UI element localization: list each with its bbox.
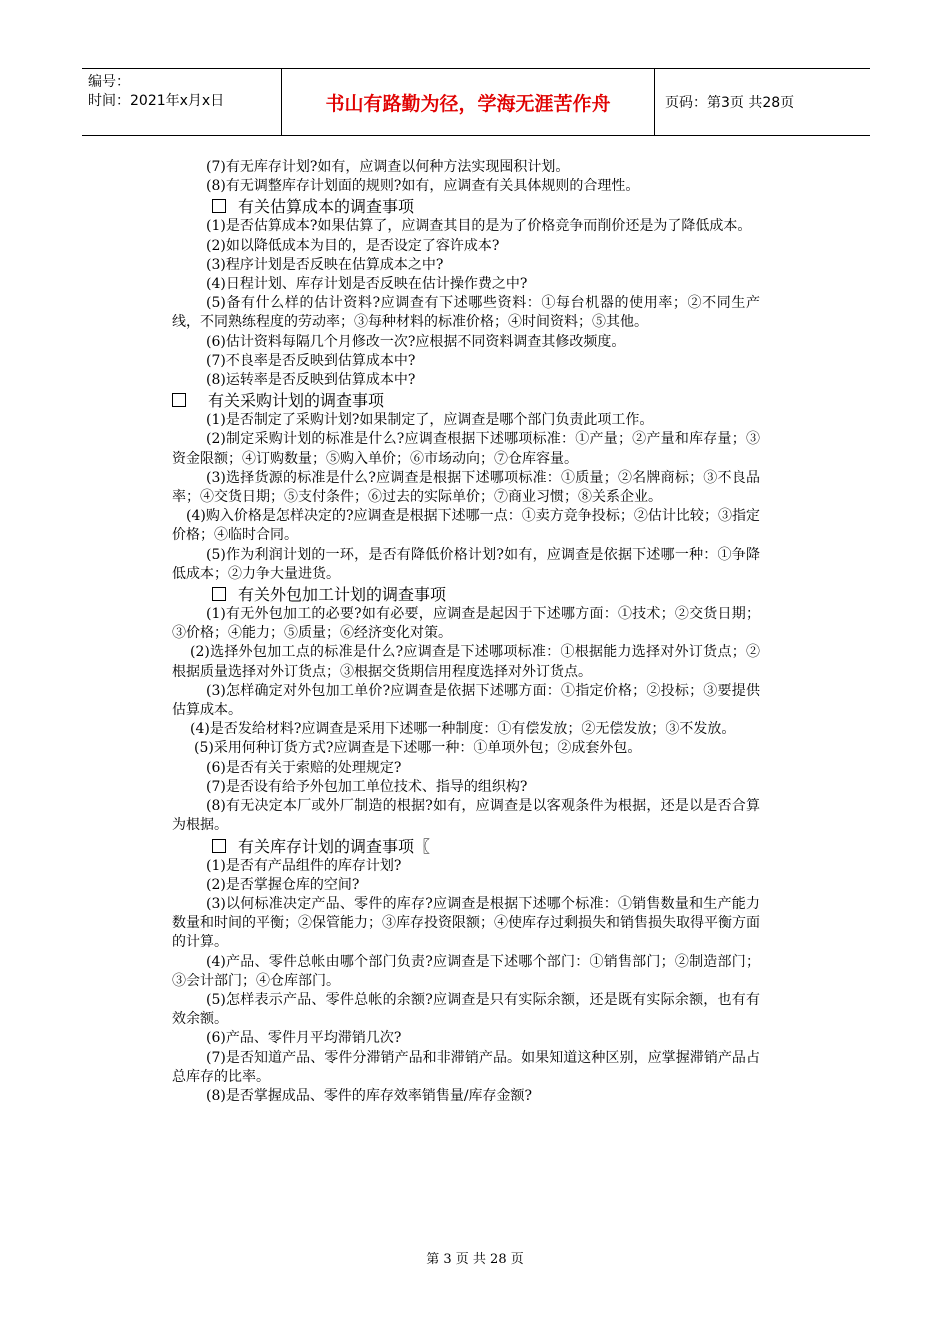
page-footer: 第 3 页 共 28 页 <box>426 1252 524 1267</box>
paragraph: (6)估计资料每隔几个月修改一次?应根据不同资料调查其修改频度。 <box>206 333 626 350</box>
paragraph: (2)如以降低成本为目的，是否设定了容许成本? <box>206 237 500 254</box>
paragraph: (7)不良率是否反映到估算成本中? <box>206 352 416 369</box>
document-body <box>172 158 760 1106</box>
paragraph: (6)产品、零件月平均滞销几次? <box>206 1030 402 1047</box>
paragraph: (3)怎样确定对外包加工单价?应调查是依据下述哪方面：①指定价格；②投标；③要提供估算成本。 <box>172 682 760 719</box>
paragraph: (5)采用何种订货方式?应调查是下述哪一种：①单项外包；②成套外包。 <box>194 740 642 757</box>
page-header <box>82 68 870 136</box>
paragraph: (7)有无库存计划?如有，应调查以何种方法实现囤积计划。 <box>206 159 570 175</box>
section-heading <box>172 391 760 411</box>
checkbox-icon <box>212 199 226 213</box>
header-motto: 书山有路勤为径，学海无涯苦作舟 <box>282 69 655 135</box>
paragraph: (1)是否估算成本?如果估算了，应调查其目的是为了价格竞争而削价还是为了降低成本。 <box>206 218 752 235</box>
paragraph: (8)运转率是否反映到估算成本中? <box>206 372 416 389</box>
section-heading <box>172 585 760 605</box>
number-label: 编号： <box>88 74 130 90</box>
paragraph: (6)是否有关于索赔的处理规定? <box>206 759 402 776</box>
section-heading <box>172 837 760 857</box>
paragraph: (3)以何标准决定产品、零件的库存?应调查是根据下述哪个标准：①销售数量和生产能力数量和时间的平衡；②保管能力；③库存投资限额；④使库存过剩损失和销售损失取得平衡方面的计算。 <box>172 895 760 951</box>
header-page-info: 页码：第3页 共28页 <box>665 95 795 111</box>
paragraph: (2)是否掌握仓库的空间? <box>206 876 360 893</box>
section-heading-text: 有关采购计划的调查事项 <box>208 391 385 411</box>
paragraph: (8)是否掌握成品、零件的库存效率销售量/库存金额? <box>206 1087 533 1104</box>
paragraph: (8)有无决定本厂或外厂制造的根据?如有，应调查是以客观条件为根据，还是以是否合算为根据。 <box>172 798 760 834</box>
paragraph: (1)有无外包加工的必要?如有必要，应调查是起因于下述哪方面：①技术；②交货日期；③价格；④能力；⑤质量；⑥经济变化对策。 <box>172 606 760 642</box>
section-heading-text: 有关外包加工计划的调查事项 <box>238 585 447 605</box>
paragraph: (8)有无调整库存计划面的规则?如有，应调查有关具体规则的合理性。 <box>206 178 640 195</box>
paragraph: (2)选择外包加工点的标准是什么?应调查是下述哪项标准：①根据能力选择对外订货点；②根据质量选择对外订货点；③根据交货期信用程度选择对外订货点。 <box>172 644 760 680</box>
header-meta <box>82 69 282 135</box>
paragraph: (4)日程计划、库存计划是否反映在估计操作费之中? <box>206 276 528 293</box>
paragraph: (5)作为利润计划的一环，是否有降低价格计划?如有，应调查是依据下述哪一种：①争降低成本；②力争大量进货。 <box>172 546 760 582</box>
checkbox-icon <box>212 839 226 853</box>
paragraph: (3)选择货源的标准是什么?应调查是根据下述哪项标准：①质量；②名牌商标；③不良品率；④交货日期；⑤支付条件；⑥过去的实际单价；⑦商业习惯；⑧关系企业。 <box>172 469 760 506</box>
paragraph: (1)是否有产品组件的库存计划? <box>206 857 402 874</box>
section-heading-text: 有关估算成本的调查事项 <box>238 197 415 217</box>
paragraph: (7)是否知道产品、零件分滞销产品和非滞销产品。如果知道这种区别，应掌握滞销产品占总库存的比率。 <box>172 1049 760 1085</box>
section-heading-text: 有关库存计划的调查事项〖 <box>238 836 431 856</box>
section-heading <box>172 197 760 217</box>
date-line: 时间：2021年x月x日 <box>88 93 225 109</box>
paragraph: (2)制定采购计划的标准是什么?应调查根据下述哪项标准：①产量；②产量和库存量；③资金限额；④订购数量；⑤购入单价；⑥市场动向；⑦仓库容量。 <box>172 431 760 467</box>
checkbox-icon <box>212 587 226 601</box>
paragraph: (4)是否发给材料?应调查是采用下述哪一种制度：①有偿发放；②无偿发放；③不发放。 <box>190 721 736 738</box>
paragraph: (5)备有什么样的估计资料?应调查有下述哪些资料：①每台机器的使用率；②不同生产线，不同熟练程度的劳动率；③每种材料的标准价格；④时间资料；⑤其他。 <box>172 295 760 331</box>
paragraph: (7)是否设有给予外包加工单位技术、指导的组织构? <box>206 778 528 795</box>
paragraph: (3)程序计划是否反映在估算成本之中? <box>206 256 444 273</box>
paragraph: (5)怎样表示产品、零件总帐的余额?应调查是只有实际余额，还是既有实际余额，也有有效余额。 <box>172 991 760 1028</box>
paragraph: (1)是否制定了采购计划?如果制定了，应调查是哪个部门负责此项工作。 <box>206 412 654 429</box>
paragraph: (4)产品、零件总帐由哪个部门负责?应调查是下述哪个部门：①销售部门；②制造部门；③会计部门；④仓库部门。 <box>172 953 760 989</box>
checkbox-icon <box>172 393 186 407</box>
paragraph: (4)购入价格是怎样决定的?应调查是根据下述哪一点：①卖方竞争投标；②估计比较；③指定价格；④临时合同。 <box>172 508 760 544</box>
